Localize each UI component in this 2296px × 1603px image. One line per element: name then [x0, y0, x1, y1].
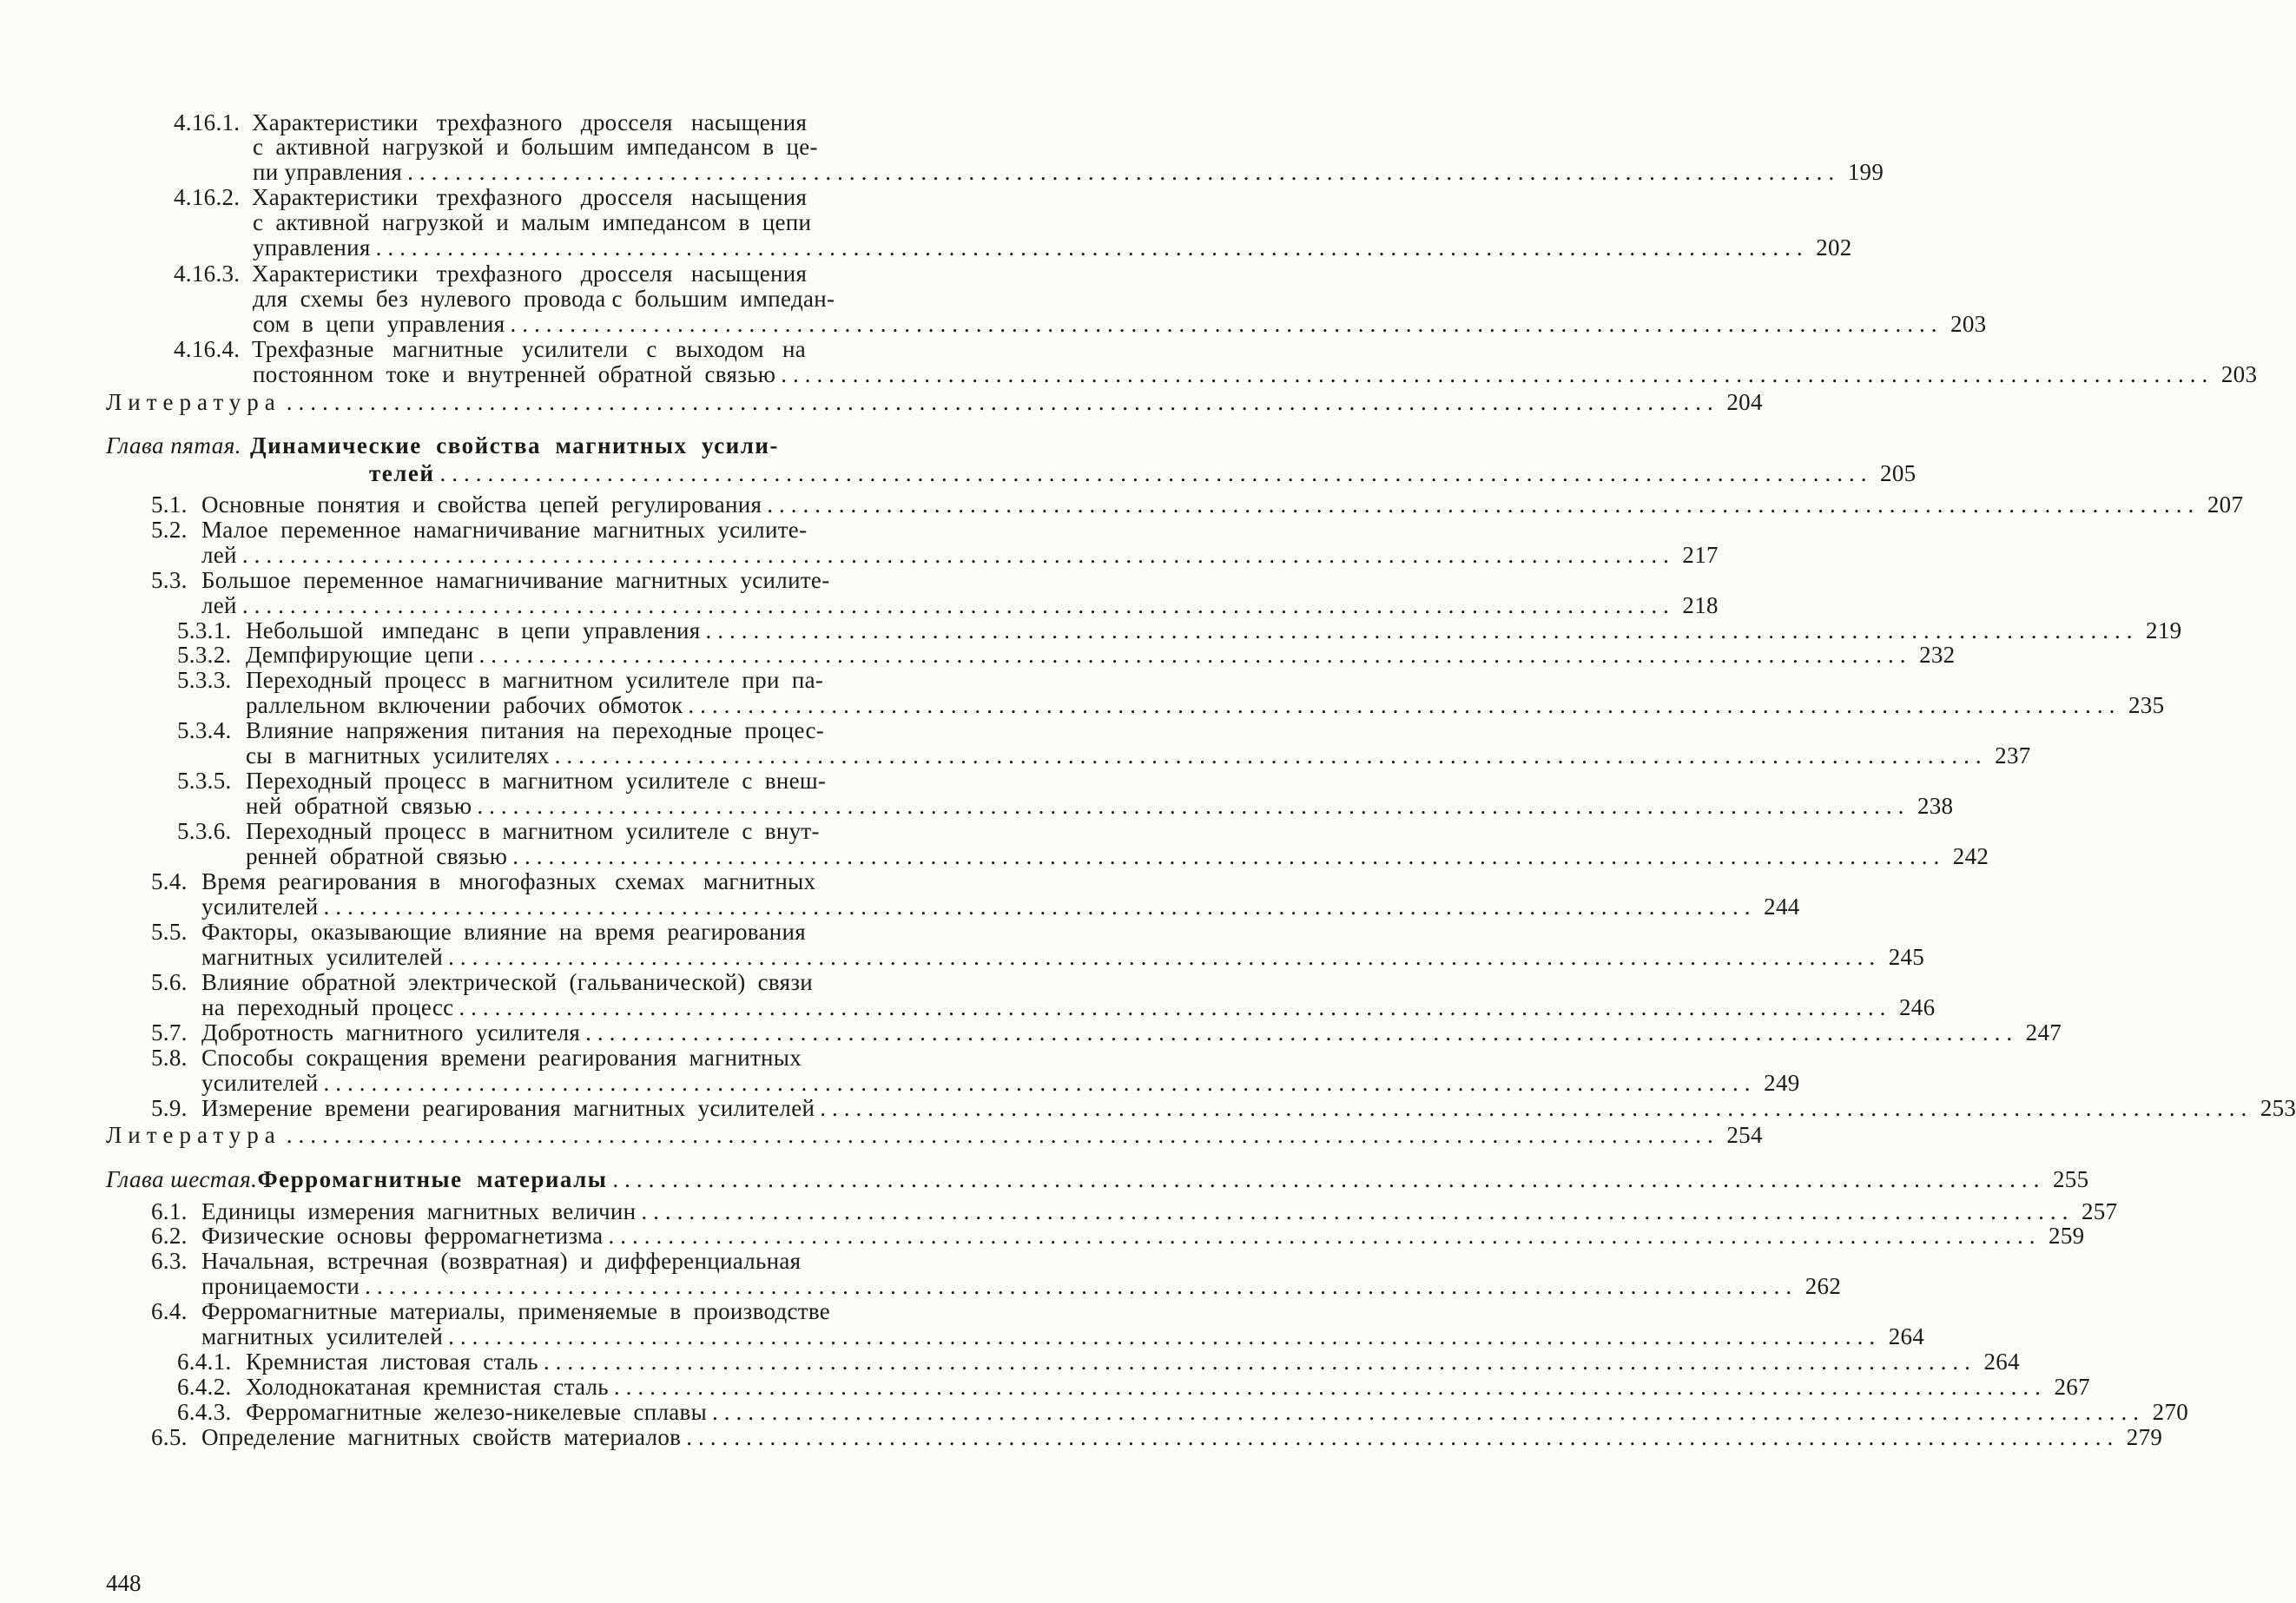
dot-leader: ........................................................................................................................	[688, 692, 2121, 718]
toc-entry-line	[174, 186, 925, 209]
entry-title: Измерение времени реагирования магнитных усилителей	[201, 1095, 815, 1121]
dot-leader: ........................................................................................................................	[554, 742, 1988, 769]
entry-title: Время реагирования в многофазных схемах магнитных	[201, 868, 816, 894]
entry-title: Определение магнитных свойств материалов	[201, 1424, 682, 1450]
page-ref: 204	[1726, 389, 1763, 415]
section-number: 5.3.3.	[177, 667, 232, 693]
toc-entry	[106, 389, 1763, 415]
section-number: 5.3.2.	[177, 642, 232, 668]
entry-title: Литература	[106, 1122, 281, 1148]
entry-title: усилителей	[201, 1070, 319, 1096]
entry-title: ренней обратной связью	[246, 843, 508, 869]
page-ref: 238	[1917, 793, 1954, 819]
toc-entry-line	[151, 870, 925, 894]
section-number: 5.9.	[151, 1095, 188, 1121]
toc-entry	[106, 1122, 1763, 1148]
toc-entry	[201, 542, 1719, 568]
toc-entry	[246, 742, 2031, 769]
section-number: 6.2.	[151, 1223, 188, 1249]
section-number: 6.4.2.	[177, 1374, 232, 1400]
entry-title: Переходный процесс в магнитном усилителе с внут-	[246, 818, 820, 844]
entry-title: Ферромагнитные материалы	[257, 1166, 608, 1192]
page-ref: 217	[1682, 542, 1719, 568]
dot-leader: ........................................................................................................................	[459, 994, 1892, 1020]
dot-leader: ........................................................................................................................	[781, 361, 2214, 387]
toc-entry	[201, 894, 1800, 920]
toc-entry	[369, 460, 1917, 486]
dot-leader: ........................................................................................................................	[407, 159, 1841, 185]
dot-leader: ........................................................................................................................	[375, 234, 1809, 261]
entry-title: Факторы, оказывающие влияние на время реагирования	[201, 919, 806, 945]
toc-entry	[177, 1399, 2189, 1425]
entry-title: Начальная, встречная (возвратная) и дифференциальная	[201, 1248, 802, 1274]
section-number: 5.3.4.	[177, 717, 232, 743]
dot-leader: ........................................................................................................................	[241, 592, 1675, 618]
dot-leader: ........................................................................................................................	[712, 1399, 2146, 1425]
section-number: 6.4.1.	[177, 1349, 232, 1375]
page-ref: 270	[2152, 1399, 2189, 1425]
entry-title: ней обратной связью	[246, 793, 472, 819]
section-number: 4.16.1.	[174, 109, 241, 135]
toc-entry	[253, 159, 1884, 185]
page-ref: 249	[1764, 1070, 1800, 1096]
entry-title: Добротность магнитного усилителя	[201, 1019, 581, 1046]
dot-leader: ........................................................................................................................	[767, 491, 2200, 518]
page-ref: 264	[1983, 1349, 2020, 1375]
dot-leader: ........................................................................................................................	[286, 389, 1719, 415]
page-ref: 235	[2128, 692, 2165, 718]
toc-entry	[201, 1323, 1925, 1349]
toc-entry	[253, 311, 1987, 337]
dot-leader: ........................................................................................................................	[512, 843, 1946, 869]
dot-leader: ........................................................................................................................	[613, 1374, 2047, 1400]
page-ref: 279	[2126, 1424, 2163, 1450]
toc-entry-line	[151, 1300, 925, 1323]
entry-title: Характеристики трехфазного дросселя насыщения	[252, 184, 808, 210]
entry-title: Динамические свойства магнитных усили-	[250, 432, 779, 458]
page-ref: 255	[2052, 1166, 2089, 1192]
toc-entry	[246, 843, 1989, 869]
dot-leader: ........................................................................................................................	[439, 460, 1873, 486]
dot-leader: ........................................................................................................................	[510, 311, 1943, 337]
entry-title: проницаемости	[201, 1273, 360, 1299]
entry-title: с активной нагрузкой и большим импедансом в це-	[253, 134, 818, 160]
page-ref: 237	[1995, 742, 2031, 769]
toc-entry-line	[151, 518, 925, 542]
toc-entry	[201, 944, 1925, 970]
entry-title: Физические основы ферромагнетизма	[201, 1223, 604, 1249]
toc-entry	[106, 1166, 2089, 1192]
dot-leader: ........................................................................................................................	[478, 642, 1912, 668]
toc-entry	[201, 994, 1936, 1020]
section-number: 5.3.	[151, 567, 188, 593]
dot-leader: ........................................................................................................................	[241, 542, 1675, 568]
entry-title: Основные понятия и свойства цепей регулирования	[201, 491, 762, 518]
toc-entry	[151, 1019, 2062, 1046]
page-ref: 245	[1888, 944, 1925, 970]
dot-leader: ........................................................................................................................	[286, 1122, 1719, 1148]
dot-leader: ........................................................................................................................	[365, 1273, 1798, 1299]
toc-entry-line	[174, 111, 925, 135]
page-ref: 219	[2146, 617, 2182, 643]
page-ref: 257	[2082, 1198, 2118, 1224]
page-ref: 203	[1950, 311, 1987, 337]
page-ref: 253	[2260, 1095, 2296, 1121]
page-ref: 203	[2220, 361, 2258, 387]
entry-title: постоянном токе и внутренней обратной связью	[253, 361, 776, 387]
section-number: 5.3.6.	[177, 818, 232, 844]
chapter-label: Глава шестая.	[106, 1166, 258, 1192]
toc-entry-line	[177, 719, 925, 742]
page-ref: 259	[2049, 1223, 2085, 1249]
section-number: 4.16.4.	[174, 336, 241, 362]
entry-title: усилителей	[201, 894, 319, 920]
entry-title: Кремнистая листовая сталь	[246, 1349, 538, 1375]
dot-leader: ........................................................................................................................	[641, 1198, 2075, 1224]
page-ref: 246	[1898, 994, 1936, 1020]
toc-entry-line	[106, 434, 925, 458]
toc-entry-line	[253, 287, 925, 311]
section-number: 6.1.	[151, 1198, 188, 1224]
dot-leader: ........................................................................................................................	[612, 1166, 2046, 1192]
toc-entry	[253, 234, 1852, 261]
toc-entry	[246, 793, 1954, 819]
entry-title: магнитных усилителей	[201, 944, 444, 970]
section-number: 4.16.3.	[174, 261, 241, 287]
entry-title: раллельном включении рабочих обмоток	[246, 692, 683, 718]
entry-title: телей	[369, 460, 435, 486]
page-ref: 202	[1816, 234, 1852, 261]
entry-title: Характеристики трехфазного дросселя насыщения	[252, 109, 808, 135]
toc-entry	[246, 692, 2165, 718]
toc-entry	[201, 592, 1719, 618]
page-ref: 199	[1847, 159, 1884, 185]
page-ref: 232	[1919, 642, 1956, 668]
dot-leader: ........................................................................................................................	[705, 617, 2139, 643]
toc-entry	[253, 361, 2258, 387]
page-ref: 254	[1726, 1122, 1763, 1148]
toc-entry	[151, 1095, 2296, 1121]
entry-title: управления	[253, 234, 371, 261]
entry-title: Переходный процесс в магнитном усилителе при па-	[246, 667, 824, 693]
section-number: 5.5.	[151, 919, 188, 945]
toc-entry-line	[151, 1250, 925, 1273]
page-ref: 264	[1888, 1323, 1925, 1349]
toc-entry	[177, 1374, 2090, 1400]
toc-entry	[151, 1223, 2085, 1249]
entry-title: Трехфазные магнитные усилители с выходом на	[252, 336, 807, 362]
entry-title: для схемы без нулевого провода с большим импедан-	[253, 286, 835, 312]
entry-title: лей	[201, 542, 237, 568]
toc-entry-line	[151, 569, 925, 592]
section-number: 4.16.2.	[174, 184, 241, 210]
section-number: 5.3.5.	[177, 768, 232, 794]
entry-title: Способы сокращения времени реагирования магнитных	[201, 1045, 802, 1071]
section-number: 5.4.	[151, 868, 188, 894]
toc-entry	[201, 1273, 1842, 1299]
dot-leader: ........................................................................................................................	[448, 1323, 1882, 1349]
entry-title: Единицы измерения магнитных величин	[201, 1198, 637, 1224]
dot-leader: ........................................................................................................................	[686, 1424, 2120, 1450]
entry-title: Литература	[106, 389, 281, 415]
section-number: 5.1.	[151, 491, 188, 518]
entry-title: Влияние напряжения питания на переходные процес-	[246, 717, 825, 743]
toc-entry-line	[151, 971, 925, 994]
section-number: 6.5.	[151, 1424, 188, 1450]
entry-title: сом в цепи управления	[253, 311, 505, 337]
toc-entry-line	[177, 769, 925, 793]
page-ref: 207	[2207, 491, 2244, 518]
toc-entry	[151, 491, 2244, 518]
section-number: 5.7.	[151, 1019, 188, 1046]
entry-title: с активной нагрузкой и малым импедансом в цепи	[253, 209, 812, 235]
section-number: 6.4.3.	[177, 1399, 232, 1425]
toc-entry-line	[174, 338, 925, 361]
entry-title: Большое переменное намагничивание магнитных усилите-	[201, 567, 830, 593]
entry-title: пи управления	[253, 159, 403, 185]
page-number: 448	[106, 1570, 142, 1596]
toc-entry	[177, 1349, 2020, 1375]
dot-leader: ........................................................................................................................	[543, 1349, 1976, 1375]
entry-title: сы в магнитных усилителях	[246, 742, 550, 769]
section-number: 6.3.	[151, 1248, 188, 1274]
entry-title: Характеристики трехфазного дросселя насыщения	[252, 261, 808, 287]
section-number: 5.8.	[151, 1045, 188, 1071]
section-number: 6.4.	[151, 1298, 188, 1324]
entry-title: Малое переменное намагничивание магнитных усилите-	[201, 517, 808, 543]
dot-leader: ........................................................................................................................	[323, 1070, 1757, 1096]
toc-entry-line	[177, 820, 925, 843]
entry-title: Ферромагнитные железо-никелевые сплавы	[246, 1399, 708, 1425]
entry-title: Переходный процесс в магнитном усилителе с внеш-	[246, 768, 827, 794]
dot-leader: ........................................................................................................................	[323, 894, 1757, 920]
page-ref: 267	[2054, 1374, 2090, 1400]
toc-entry-line	[177, 669, 925, 692]
toc-entry	[201, 1070, 1800, 1096]
entry-title: Ферромагнитные материалы, применяемые в производстве	[201, 1298, 831, 1324]
entry-title: магнитных усилителей	[201, 1323, 444, 1349]
page-ref: 205	[1880, 460, 1917, 486]
section-number: 5.2.	[151, 517, 188, 543]
toc-entry	[151, 1198, 2118, 1224]
entry-title: Небольшой импеданс в цепи управления	[246, 617, 701, 643]
dot-leader: ........................................................................................................................	[448, 944, 1882, 970]
toc-entry-line	[151, 920, 925, 944]
toc-entry	[151, 1424, 2163, 1450]
dot-leader: ........................................................................................................................	[477, 793, 1910, 819]
page-ref: 244	[1764, 894, 1800, 920]
entry-title: на переходный процесс	[201, 994, 454, 1020]
entry-title: Холоднокатаная кремнистая сталь	[246, 1374, 609, 1400]
entry-title: Демпфирующие цепи	[246, 642, 474, 668]
toc-entry	[177, 617, 2182, 643]
section-number: 5.6.	[151, 969, 188, 995]
toc-entry-line	[174, 262, 925, 286]
toc-entry	[177, 642, 1956, 668]
toc-entry-line	[253, 211, 925, 234]
section-number: 5.3.1.	[177, 617, 232, 643]
dot-leader: ........................................................................................................................	[820, 1095, 2253, 1121]
page-ref: 218	[1682, 592, 1719, 618]
entry-title: лей	[201, 592, 237, 618]
page-ref: 247	[2025, 1019, 2062, 1046]
page-ref: 262	[1804, 1273, 1842, 1299]
page-ref: 242	[1952, 843, 1989, 869]
toc-entry-line	[253, 135, 925, 159]
dot-leader: ........................................................................................................................	[608, 1223, 2042, 1249]
dot-leader: ........................................................................................................................	[585, 1019, 2019, 1046]
chapter-label: Глава пятая.	[106, 432, 241, 458]
entry-title: Влияние обратной электрической (гальванической) связи	[201, 969, 814, 995]
toc-entry-line	[151, 1046, 925, 1070]
